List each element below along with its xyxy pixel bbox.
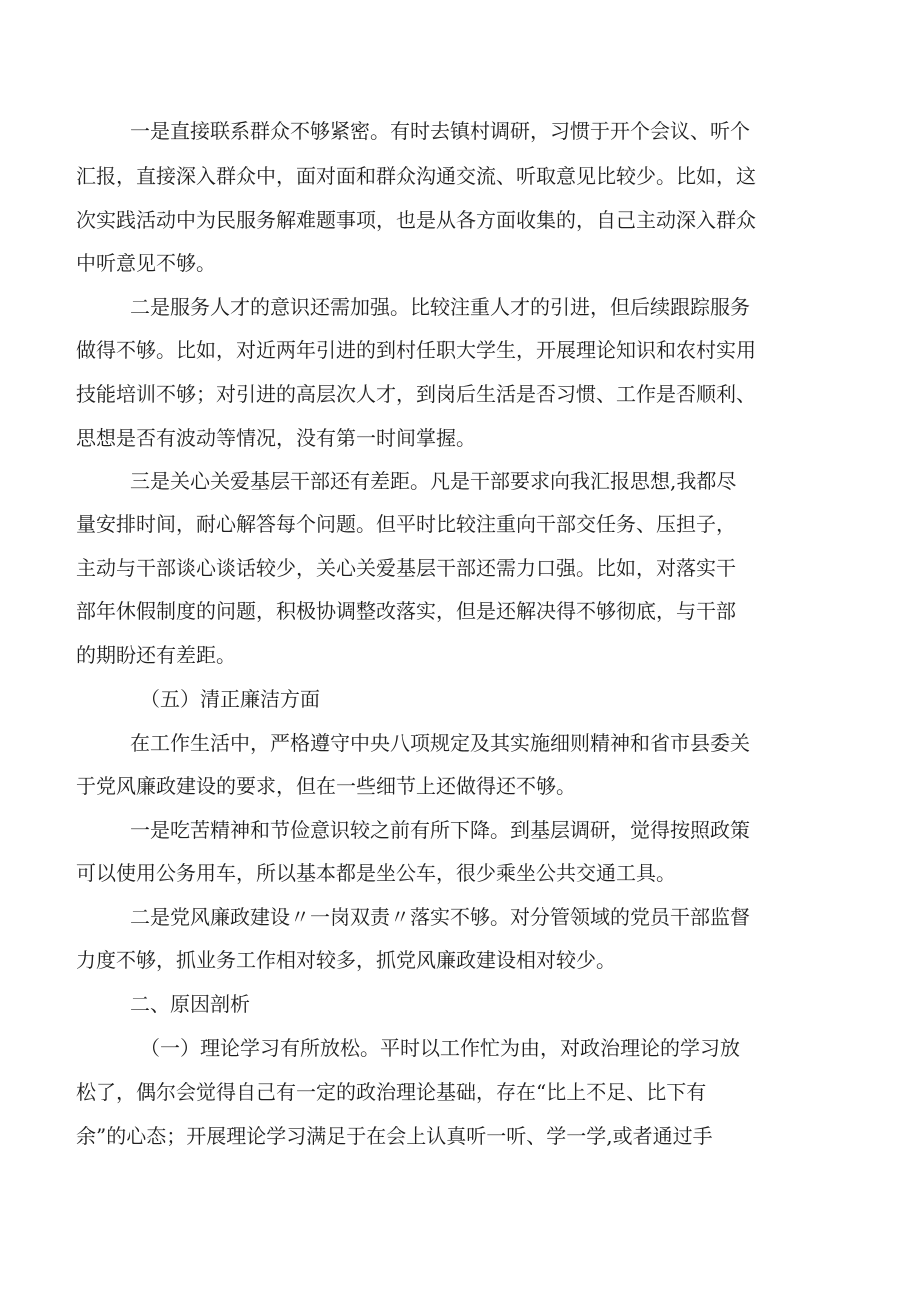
- section-heading: （五）清正廉洁方面: [140, 687, 320, 711]
- text-line: 二是党风廉政建设〃一岗双责〃落实不够。对分管领域的党员干部监督: [130, 905, 750, 929]
- text-line: 的期盼还有差距。: [76, 643, 236, 667]
- text-line: 二是服务人才的意识还需加强。比较注重人才的引进，但后续跟踪服务: [130, 295, 750, 319]
- text-line: 部年休假制度的问题，积极协调整改落实，但是还解决得不够彻底，与干部: [76, 599, 736, 623]
- text-line: 在工作生活中，严格遵守中央八项规定及其实施细则精神和省市县委关: [130, 731, 750, 755]
- text-line: 做得不够。比如，对近两年引进的到村任职大学生，开展理论知识和农村实用: [76, 338, 756, 362]
- text-line: 次实践活动中为民服务解难题事项，也是从各方面收集的，自己主动深入群众: [76, 208, 756, 232]
- text-line: （一）理论学习有所放松。平时以工作忙为由，对政治理论的学习放: [140, 1036, 740, 1060]
- text-line: 余”的心态；开展理论学习满足于在会上认真听一听、学一学,或者通过手: [76, 1124, 713, 1148]
- text-line: 技能培训不够；对引进的高层次人才，到岗后生活是否习惯、工作是否顺利、: [76, 382, 756, 406]
- text-line: 汇报，直接深入群众中，面对面和群众沟通交流、听取意见比较少。比如，这: [76, 164, 756, 188]
- text-line: 思想是否有波动等情况，没有第一时间掌握。: [76, 426, 476, 450]
- text-line: 于党风廉政建设的要求，但在一些细节上还做得还不够。: [76, 774, 576, 798]
- text-line: 松了，偶尔会觉得自己有一定的政治理论基础，存在“比上不足、比下有: [76, 1080, 707, 1104]
- section-heading: 二、原因剖析: [130, 992, 250, 1016]
- text-line: 可以使用公务用车，所以基本都是坐公车，很少乘坐公共交通工具。: [76, 861, 676, 885]
- text-line: 一是吃苦精神和节俭意识较之前有所下降。到基层调研，觉得按照政策: [130, 818, 750, 842]
- text-line: 一是直接联系群众不够紧密。有时去镇村调研，习惯于开个会议、听个: [130, 119, 750, 143]
- text-line: 主动与干部谈心谈话较少，关心关爱基层干部还需力口强。比如，对落实干: [76, 556, 736, 580]
- text-line: 量安排时间，耐心解答每个问题。但平时比较注重向干部交任务、压担子，: [76, 512, 736, 536]
- text-line: 力度不够，抓业务工作相对较多，抓党风廉政建设相对较少。: [76, 948, 616, 972]
- text-line: 三是关心关爱基层干部还有差距。凡是干部要求向我汇报思想,我都尽: [130, 469, 737, 493]
- text-line: 中听意见不够。: [76, 251, 216, 275]
